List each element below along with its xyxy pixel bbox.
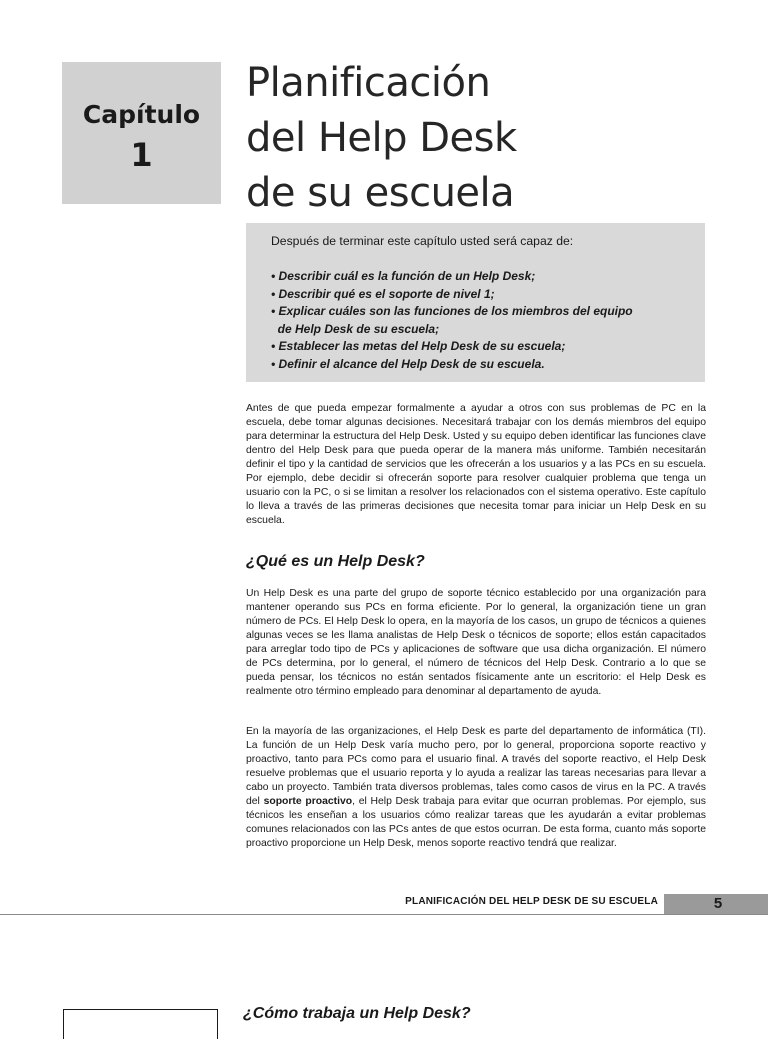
objectives-intro: Después de terminar este capítulo usted será capaz de: — [271, 234, 574, 248]
chapter-label: Capítulo — [82, 100, 201, 129]
objective-item: • Describir qué es el soporte de nivel 1; — [271, 286, 495, 301]
page-number: 5 — [713, 895, 723, 912]
objectives-box — [246, 223, 705, 382]
chapter-title-line-1: Planificación — [246, 60, 491, 106]
objectives-list — [271, 268, 681, 373]
objective-item: • Describir cuál es la función de un Help Desk; — [271, 269, 536, 283]
objective-item-continuation: de Help Desk de su escuela; — [271, 321, 440, 336]
chapter-title — [246, 56, 746, 221]
chapter-number: 1 — [130, 136, 153, 174]
paragraph-text: , el Help Desk trabaja para evitar que ocurran problemas. Por ejemplo, sus técnicos les enseñan a los usuarios cómo realizar tareas que les ayudarán a evitar problemas comunes relacionados con las PCs antes de que estos ocurran. De esta forma, cuanto más soporte proactivo proporcione un Help Desk, menos soporte reactivo tendrá que realizar. — [246, 796, 706, 849]
chapter-title-line-2: del Help Desk — [246, 115, 517, 161]
objective-item: • Explicar cuáles son las funciones de los miembros del equipo — [271, 304, 633, 318]
objective-item: • Establecer las metas del Help Desk de su escuela; — [271, 339, 566, 353]
bold-term: soporte proactivo — [263, 796, 353, 807]
chapter-label-box — [62, 62, 221, 204]
paragraph-text: En la mayoría de las organizaciones, el Help Desk es parte del departamento de informática (TI). La función de un Help Desk varía mucho pero, por lo general, proporciona soporte reactivo y proactivo, tanto para PCs como para el usuario final. A través del soporte reactivo, el Help Desk resuelve problemas que el usuario reporta y lo ayuda a realizar las tareas necesarias para llevar a cabo un proyecto. También trata diversos problemas, tales como casos de virus en la PC. A través del — [246, 726, 706, 807]
margin-note-box — [63, 1009, 218, 1039]
objective-item: • Definir el alcance del Help Desk de su escuela. — [271, 356, 545, 371]
running-title: PLANIFICACIÓN DEL HELP DESK DE SU ESCUELA — [405, 896, 658, 907]
footer-divider — [0, 914, 768, 915]
body-paragraph — [246, 725, 706, 851]
next-section-heading: ¿Cómo trabaja un Help Desk? — [243, 1005, 471, 1022]
body-paragraph: Un Help Desk es una parte del grupo de soporte técnico establecido por una organización para mantener operando sus PCs en forma eficiente. Por lo general, la organización tiene un gran número de PCs. El Help Desk lo opera, en la mayoría de los casos, un grupo de técnicos a quienes algunas veces se les llama analistas de Help Desk o técnicos de soporte; ellos están capacitados para arreglar todo tipo de PCs y aplicaciones de software que usa dicha organización. El número de PCs determina, por lo general, el número de técnicos del Help Desk. Contrario a lo que se pueda pensar, los técnicos no están sentados físicamente ante un escritorio: el Help Desk es realmente otro término empleado para denominar al departamento de ayuda. — [246, 588, 706, 697]
chapter-title-line-3: de su escuela — [246, 170, 515, 216]
page-number-box — [664, 894, 768, 914]
intro-paragraph: Antes de que pueda empezar formalmente a ayudar a otros con sus problemas de PC en la escuela, debe tomar algunas decisiones. Necesitará trabajar con los demás miembros del equipo para determinar la estructura del Help Desk. Usted y su equipo deben identificar las funciones clave dentro del Help Desk para que pueda operar de la manera más uniforme. También necesitarán definir el tipo y la cantidad de servicios que les ofrecerán a los usuarios y a las PCs en su escuela. Por ejemplo, debe decidir si ofrecerán soporte para resolver cualquier problema que tenga un usuario con la PC, o si se limitan a resolver los relacionados con el sistema operativo. Este capítulo lo lleva a través de las primeras decisiones que necesita tomar para iniciar un Help Desk en su escuela. — [246, 403, 706, 526]
section-heading: ¿Qué es un Help Desk? — [246, 553, 425, 570]
